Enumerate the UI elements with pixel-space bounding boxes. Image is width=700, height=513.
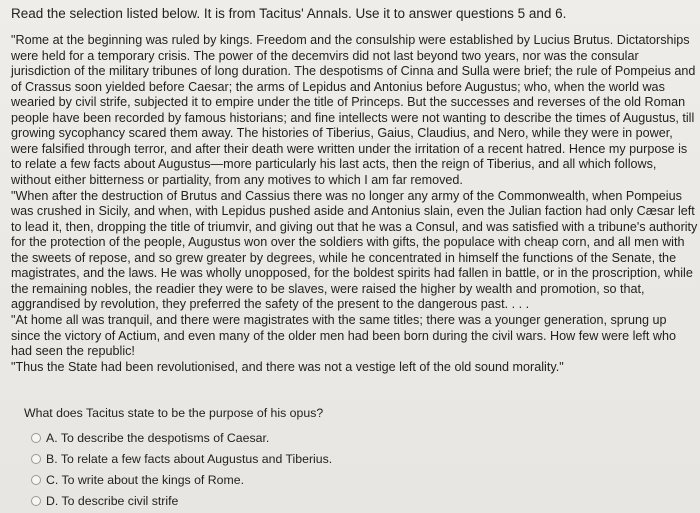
option-d-label: D. To describe civil strife	[46, 493, 179, 508]
radio-button-c[interactable]	[31, 475, 41, 485]
option-c-label: C. To write about the kings of Rome.	[46, 472, 244, 487]
option-b-label: B. To relate a few facts about Augustus and Tiberius.	[46, 451, 333, 466]
option-b[interactable]	[31, 448, 332, 469]
passage-paragraph-3: "At home all was tranquil, and there were magistrates with the same titles; there was a younger generation, sprung up since the victory of Actium, and even many of the older men had been born during the civil wars. How few were left who had seen the republic!	[11, 313, 677, 358]
instructions-text: Read the selection listed below. It is from Tacitus' Annals. Use it to answer questions 5 and 6.	[11, 6, 567, 21]
question-prompt: What does Tacitus state to be the purpose of his opus?	[24, 406, 324, 420]
passage-block	[11, 33, 699, 376]
passage-paragraph-4: "Thus the State had been revolutionised, and there was not a vestige left of the old sound morality."	[11, 360, 564, 374]
answer-options	[31, 427, 332, 511]
radio-button-b[interactable]	[31, 454, 41, 464]
radio-button-a[interactable]	[31, 433, 41, 443]
option-a[interactable]	[31, 427, 332, 448]
option-c[interactable]	[31, 469, 332, 490]
option-a-label: A. To describe the despotisms of Caesar.	[46, 430, 270, 445]
option-d[interactable]	[31, 490, 332, 511]
passage-paragraph-2: "When after the destruction of Brutus and Cassius there was no longer any army of the Commonwealth, when Pompeius was crushed in Sicily, and when, with Lepidus pushed aside and Antonius slain, even the Julian faction had only Cæsar left to lead it, then, dropping the title of triumvir, and giving out that he was a Consul, and was satisfied with a tribune's authority for the protection of the people, Augustus won over the soldiers with gifts, the populace with cheap corn, and all men with the sweets of repose, and so grew greater by degrees, while he concentrated in himself the functions of the Senate, the magistrates, and the laws. He was wholly unopposed, for the boldest spirits had fallen in battle, or in the proscription, while the remaining nobles, the readier they were to be slaves, were raised the higher by wealth and promotion, so that, aggrandised by revolution, they preferred the safety of the present to the dangerous past. . . .	[11, 188, 698, 311]
passage-paragraph-1: "Rome at the beginning was ruled by kings. Freedom and the consulship were established by Lucius Brutus. Dictatorships were held for a temporary crisis. The power of the decemvirs did not last beyond two years, nor was the consular jurisdiction of the military tribunes of long duration. The despotisms of Cinna and Sulla were brief; the rule of Pompeius and of Crassus soon yielded before Caesar; the arms of Lepidus and Antonius before Augustus; who, when the world was wearied by civil strife, subjected it to empire under the title of Princeps. But the successes and reverses of the old Roman people have been recorded by famous historians; and fine intellects were not wanting to describe the times of Augustus, till growing sycophancy scared them away. The histories of Tiberius, Gaius, Claudius, and Nero, while they were in power, were falsified through terror, and after their death were written under the irritation of a recent hatred. Hence my purpose is to relate a few facts about Augustus—more particularly his last acts, then the reign of Tiberius, and all which follows, without either bitterness or partiality, from any motives to which I am far removed.	[11, 33, 696, 187]
radio-button-d[interactable]	[31, 496, 41, 506]
